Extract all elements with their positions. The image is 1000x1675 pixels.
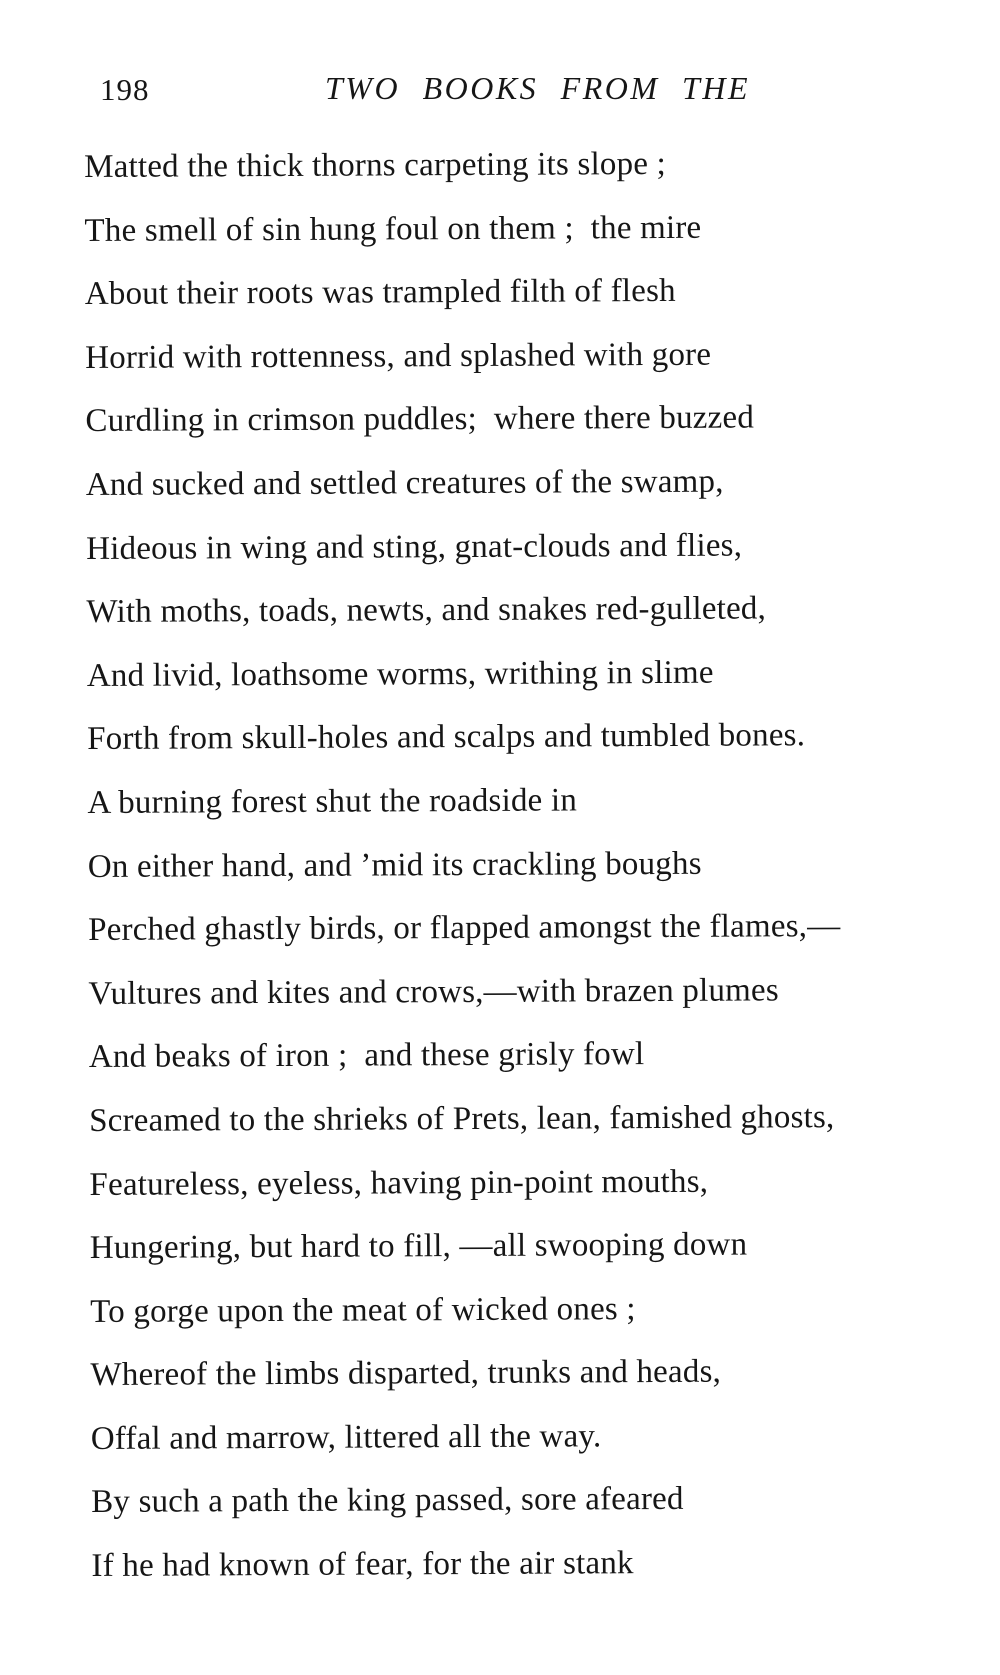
poem-line: Featureless, eyeless, having pin-point mouths, [89, 1163, 709, 1203]
poem-line: With moths, toads, newts, and snakes red-gulleted, [86, 590, 767, 631]
poem-line: About their roots was trampled filth of flesh [84, 273, 676, 313]
poem-line: Screamed to the shrieks of Prets, lean, famished ghosts, [89, 1098, 835, 1139]
poem-line: Matted the thick thorns carpeting its slope ; [84, 145, 667, 185]
poem-text-block [84, 132, 844, 1599]
poem-line: Forth from skull-holes and scalps and tumbled bones. [87, 717, 806, 758]
poem-line: Hungering, but hard to fill, —all swooping down [89, 1226, 748, 1267]
poem-line: And beaks of iron ; and these grisly fowl [88, 1036, 645, 1076]
poem-line: On either hand, and ’mid its crackling boughs [87, 845, 702, 885]
poem-line: Horrid with rottenness, and splashed with gore [85, 336, 712, 376]
poem-line: Hideous in wing and sting, gnat-clouds and flies, [86, 527, 743, 567]
poem-line: And sucked and settled creatures of the swamp, [85, 463, 724, 503]
poem-line: Perched ghastly birds, or flapped amongst the flames,— [88, 908, 841, 949]
page-header [0, 70, 1000, 112]
poem-line: Curdling in crimson puddles; where there buzzed [85, 399, 755, 440]
running-title: TWO BOOKS FROM THE [325, 70, 750, 106]
poem-line: If he had known of fear, for the air stank [91, 1545, 634, 1585]
poem-line: The smell of sin hung foul on them ; the mire [84, 209, 702, 249]
poem-line: And livid, loathsome worms, writhing in slime [86, 654, 714, 694]
poem-line: Vultures and kites and crows,—with brazen plumes [88, 972, 779, 1012]
poem-line: Offal and marrow, littered all the way. [90, 1418, 602, 1457]
page-number: 198 [100, 72, 150, 107]
poem-line: To gorge upon the meat of wicked ones ; [90, 1290, 636, 1330]
poem-line: Whereof the limbs disparted, trunks and heads, [90, 1353, 722, 1394]
poem-line: By such a path the king passed, sore afeared [91, 1481, 684, 1521]
poem-line: A burning forest shut the roadside in [87, 782, 578, 821]
